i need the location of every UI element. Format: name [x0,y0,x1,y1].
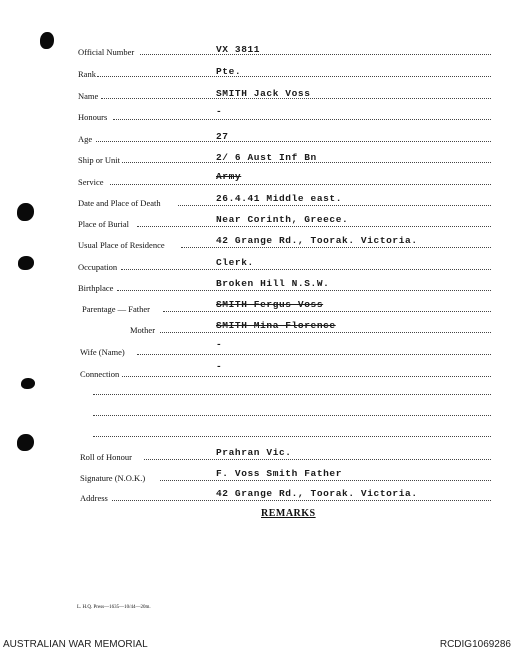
field-service [0,171,517,188]
field-value: - [216,361,223,372]
field-connection [0,361,517,380]
dotted-leader [122,376,491,377]
field-value: - [216,339,223,350]
field-value: 42 Grange Rd., Toorak. Victoria. [216,488,418,499]
field-label: Signature (N.O.K.) [80,473,146,483]
field-label: Occupation [78,262,118,272]
field-label: Service [78,177,104,187]
dotted-leader [160,480,491,481]
dotted-leader [121,269,491,270]
archive-credit: AUSTRALIAN WAR MEMORIAL [3,639,148,650]
field-label: Rank [78,69,96,79]
dotted-leader [97,76,491,77]
field-label: Wife (Name) [80,347,125,357]
field-label: Place of Burial [78,219,129,229]
field-date-place-of-death [0,195,517,209]
field-age [0,131,517,145]
dotted-leader [178,205,491,206]
field-roll-of-honour [0,449,517,463]
dotted-leader [144,459,491,460]
blank-line [93,436,491,437]
field-label: Honours [78,112,108,122]
field-official-number [0,44,517,58]
blank-line [93,415,491,416]
field-address [0,490,517,504]
field-value: SMITH Mina Florence [216,320,336,331]
field-value: 26.4.41 Middle east. [216,193,343,204]
field-label: Birthplace [78,283,114,293]
field-label: Roll of Honour [80,452,132,462]
field-name [0,88,517,102]
field-signature [0,470,517,484]
field-father [0,301,517,315]
field-value: Broken Hill N.S.W. [216,278,330,289]
dotted-leader [140,54,491,55]
field-label: Age [78,134,93,144]
field-value: 42 Grange Rd., Toorak. Victoria. [216,235,418,246]
dotted-leader [113,119,491,120]
dotted-leader [117,290,491,291]
field-label: Mother [130,325,156,335]
remarks-heading: REMARKS [261,508,316,519]
field-value: 2/ 6 Aust Inf Bn [216,152,317,163]
printer-imprint: L. H.Q. Press—1635—10/44—20m. [77,605,151,610]
field-label: Address [80,493,108,503]
field-label: Official Number [78,47,135,57]
field-value: SMITH Jack Voss [216,88,311,99]
field-honours [0,106,517,123]
field-label: Ship or Unit [78,155,121,165]
dotted-leader [96,141,491,142]
dotted-leader [181,247,491,248]
field-usual-residence [0,237,517,251]
field-value: SMITH Fergus Voss [216,299,324,310]
dotted-leader [163,311,491,312]
field-wife [0,339,517,358]
dotted-leader [112,500,491,501]
field-ship-or-unit [0,152,517,166]
field-occupation [0,259,517,273]
field-label: Name [78,91,99,101]
field-rank [0,66,517,80]
field-value: Pte. [216,66,242,77]
field-value: VX 3811 [216,44,261,55]
field-label: Date and Place of Death [78,198,161,208]
field-value: - [216,106,223,117]
field-value: Army [216,171,242,182]
field-label: Usual Place of Residence [78,240,165,250]
field-label: Parentage — Father [82,304,150,314]
field-value: Near Corinth, Greece. [216,214,349,225]
field-mother [0,322,517,336]
dotted-leader [110,184,491,185]
field-value: 27 [216,131,229,142]
dotted-leader [160,332,491,333]
field-label: Connection [80,369,120,379]
record-id: RCDIG1069286 [439,639,511,650]
field-value: F. Voss Smith Father [216,468,343,479]
field-value: Prahran Vic. [216,447,292,458]
dotted-leader [137,354,491,355]
dotted-leader [137,226,491,227]
blank-line [93,394,491,395]
field-value: Clerk. [216,257,254,268]
field-place-of-burial [0,216,517,230]
field-birthplace [0,280,517,294]
